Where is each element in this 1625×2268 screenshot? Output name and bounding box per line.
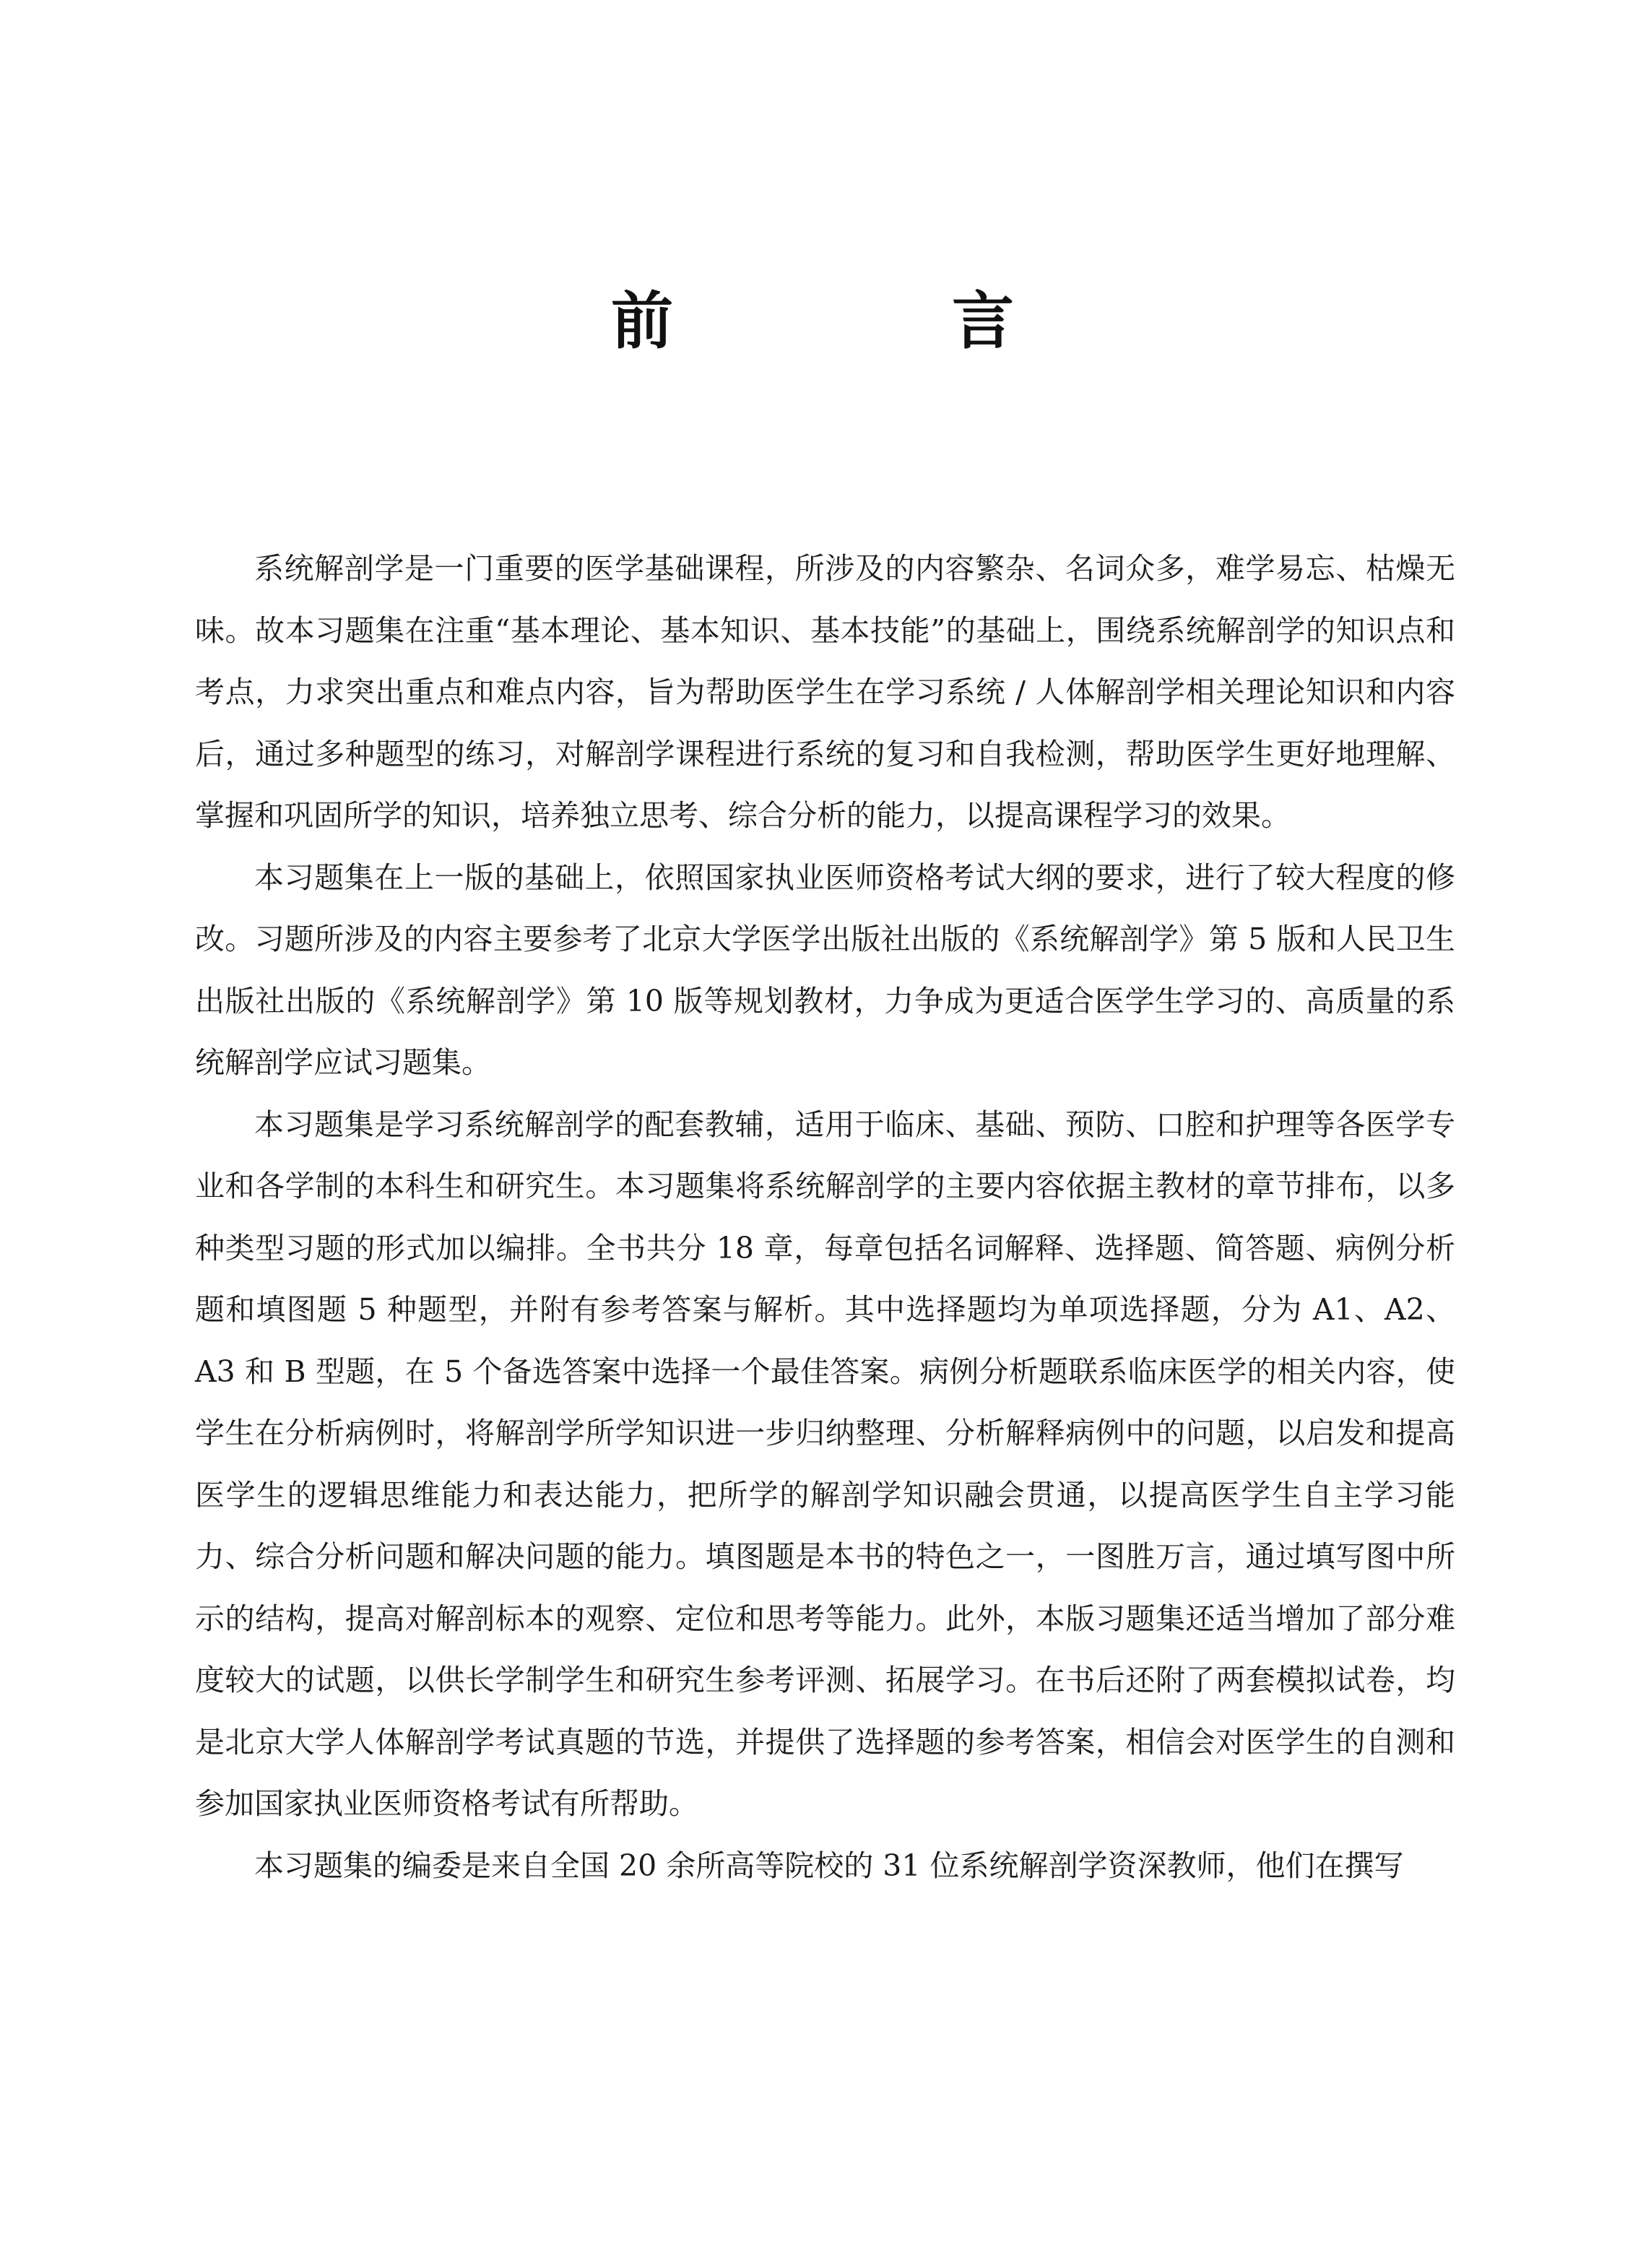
paragraph-4: 本习题集的编委是来自全国 20 余所高等院校的 31 位系统解剖学资深教师，他们在撰写: [254, 1848, 1404, 1883]
paragraph-1: 系统解剖学是一门重要的医学基础课程，所涉及的内容繁杂、名词众多，难学易忘、枯燥无味。故本习题集在注重“基本理论、基本知识、基本技能”的基础上，围绕系统解剖学的知识点和考点，力求突出重点和难点内容，旨为帮助医学生在学习系统 / 人体解剖学相关理论知识和内容后，通过多种题型的练习，对解剖学课程进行系统的复习和自我检测，帮助医学生更好地理解、掌握和巩固所学的知识，培养独立思考、综合分析的能力，以提高课程学习的效果。: [195, 551, 1455, 833]
preface-body: [195, 538, 1455, 1897]
paragraph-3: 本习题集是学习系统解剖学的配套教辅，适用于临床、基础、预防、口腔和护理等各医学专业和各学制的本科生和研究生。本习题集将系统解剖学的主要内容依据主教材的章节排布，以多种类型习题的形式加以编排。全书共分 18 章，每章包括名词解释、选择题、简答题、病例分析题和填图题 5 种题型，并附有参考答案与解析。其中选择题均为单项选择题，分为 A1、A2、A3 和 B 型题，在 5 个备选答案中选择一个最佳答案。病例分析题联系临床医学的相关内容，使学生在分析病例时，将解剖学所学知识进一步归纳整理、分析解释病例中的问题，以启发和提高医学生的逻辑思维能力和表达能力，把所学的解剖学知识融会贯通，以提高医学生自主学习能力、综合分析问题和解决问题的能力。填图题是本书的特色之一，一图胜万言，通过填写图中所示的结构，提高对解剖标本的观察、定位和思考等能力。此外，本版习题集还适当增加了部分难度较大的试题，以供长学制学生和研究生参考评测、拓展学习。在书后还附了两套模拟试卷，均是北京大学人体解剖学考试真题的节选，并提供了选择题的参考答案，相信会对医学生的自测和参加国家执业医师资格考试有所帮助。: [195, 1107, 1455, 1821]
paragraph-2: 本习题集在上一版的基础上，依照国家执业医师资格考试大纲的要求，进行了较大程度的修改。习题所涉及的内容主要参考了北京大学医学出版社出版的《系统解剖学》第 5 版和人民卫生出版社出版的《系统解剖学》第 10 版等规划教材，力争成为更适合医学生学习的、高质量的系统解剖学应试习题集。: [195, 860, 1455, 1080]
page-title: 前 言: [611, 285, 1122, 358]
